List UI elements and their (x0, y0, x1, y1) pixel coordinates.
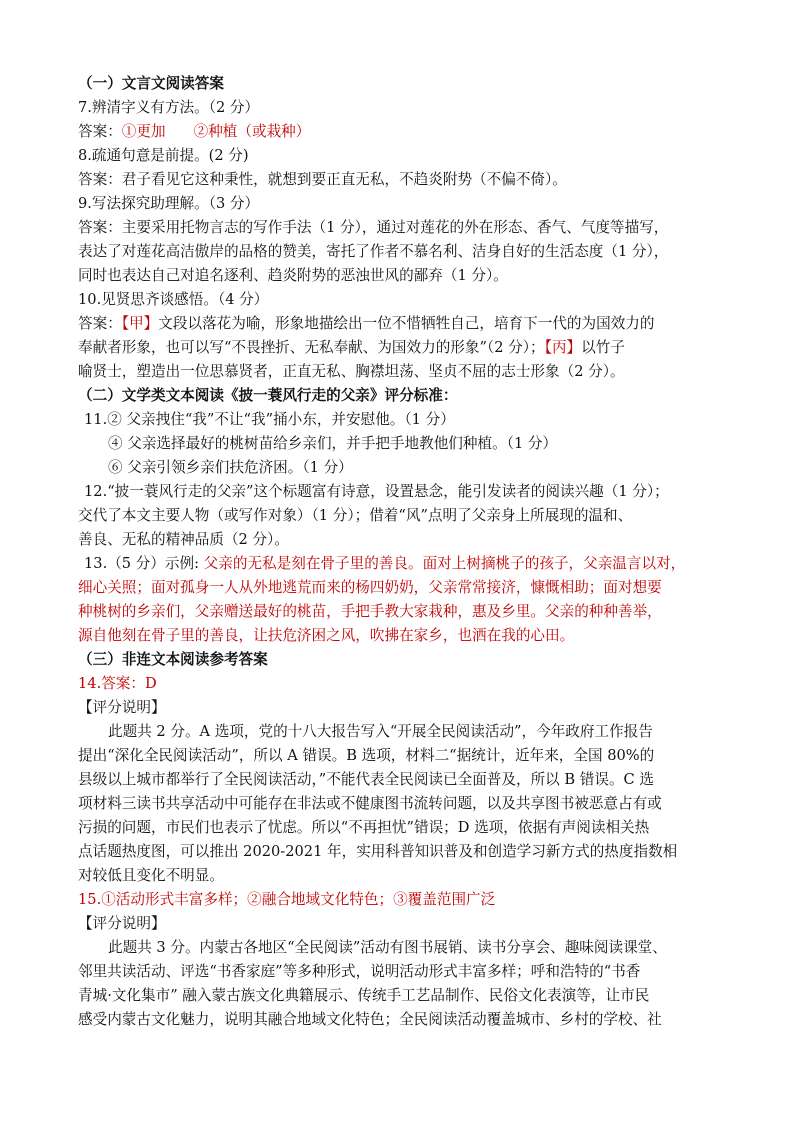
answer-13-prefix: 13.（5 分）示例: (84, 555, 204, 572)
answer-9-line-2: 表达了对莲花高洁傲岸的品格的赞美，寄托了作者不慕名利、洁身自好的生活态度（1 分）， (78, 243, 669, 260)
answer-13-line-4: 源自他刻在骨子里的善良，让扶危济困之风，吹拂在家乡，也洒在我的心田。 (78, 627, 575, 644)
question-8: 8.疏通句意是前提。(2 分) (78, 147, 249, 164)
eval-15-line-2: 邻里共读活动、评选“书香家庭”等多种形式，说明活动形式丰富多样；呼和浩特的“书香 (78, 963, 641, 980)
eval-14-line-1: 此题共 2 分。A 选项，党的十八大报告写入“开展全民阅读活动”，今年政府工作报告 (108, 723, 653, 740)
answer-13-line-1 (78, 552, 718, 576)
eval-14-line-2: 提出“深化全民阅读活动”，所以 A 错误。B 选项，材料二“据统计，近年来，全国 80%的 (78, 747, 655, 764)
answer-7 (78, 120, 718, 144)
answer-10-text-1: 文段以落花为喻，形象地描绘出一位不惜牺牲自己，培育下一代的为国效力的 (158, 315, 655, 332)
answer-10-text-3: 以竹子 (581, 339, 625, 356)
answer-9-line-3: 同时也表达自己对追名逐利、趋炎附势的恶浊世风的鄙弃（1 分）。 (78, 267, 508, 284)
answer-10-line-1 (78, 312, 718, 336)
answer-13-example-start: 父亲的无私是刻在骨子里的善良。面对上树摘桃子的孩子，父亲温言以对， (203, 555, 686, 572)
document-page (78, 72, 718, 1032)
eval-14-line-5: 污损的问题，市民们也表示了忧虑。所以“不再担忧”错误；D 选项，依据有声阅读相关热 (78, 819, 650, 836)
eval-14-line-7: 对较低且变化不明显。 (78, 867, 224, 884)
question-7: 7.辨清字义有方法。（2 分） (78, 99, 260, 116)
answer-15: 15.①活动形式丰富多样；②融合地域文化特色；③覆盖范围广泛 (78, 891, 496, 908)
question-10: 10.见贤思齐谈感悟。（4 分） (78, 291, 269, 308)
answer-label: 答案： (78, 315, 122, 332)
marker-bing: 【丙】 (544, 339, 582, 356)
section-heading-literary: （二）文学类文本阅读《披一蓑风行走的父亲》评分标准： (78, 387, 458, 404)
answer-10-line-3: 喻贤士，塑造出一位思慕贤者，正直无私、胸襟坦荡、坚贞不屈的志士形象（2 分）。 (78, 363, 625, 380)
answer-14: 14.答案：D (78, 675, 157, 692)
answer-10-line-2 (78, 336, 718, 360)
section-heading-classical: （一）文言文阅读答案 (78, 75, 224, 92)
evaluation-label: 【评分说明】 (78, 915, 166, 932)
answer-10-text-2: 奉献者形象，也可以写“不畏挫折、无私奉献、为国效力的形象”（2 分）； (78, 339, 545, 356)
eval-14-line-6: 点话题热度图，可以推出 2020-2021 年，实用科普知识普及和创造学习新方式的热度指数相 (78, 843, 678, 860)
answer-9-line-1: 答案：主要采用托物言志的写作手法（1 分），通过对莲花的外在形态、香气、气度等描写， (78, 219, 669, 236)
eval-15-line-3: 青城·文化集市” 融入蒙古族文化典籍展示、传统手工艺品制作、民俗文化表演等，让市民 (78, 987, 650, 1004)
answer-12-line-2: 交代了本文主要人物（或写作对象）（1 分）；借着“风”点明了父亲身上所展现的温和、 (78, 507, 633, 524)
answer-12-line-1: 12.“披一蓑风行走的父亲”这个标题富有诗意，设置悬念，能引发读者的阅读兴趣（1 分）； (84, 483, 669, 500)
eval-15-line-1: 此题共 3 分。内蒙古各地区“全民阅读”活动有图书展销、读书分享会、趣味阅读课堂、 (108, 939, 667, 956)
marker-jia: 【甲】 (121, 315, 159, 332)
answer-12-line-3: 善良、无私的精神品质（2 分）。 (78, 531, 289, 548)
answer-label: 答案： (78, 123, 122, 140)
evaluation-label: 【评分说明】 (78, 699, 166, 716)
answer-11-item-b: ④ 父亲选择最好的桃树苗给乡亲们，并手把手地教他们种植。（1 分） (108, 435, 558, 452)
section-heading-nonlinear: （三）非连文本阅读参考答案 (78, 651, 268, 668)
answer-13-line-2: 细心关照；面对孤身一人从外地逃荒而来的杨四奶奶，父亲常常接济，慷慨相助；面对想要 (78, 579, 662, 596)
answer-7-part-2: ②种植（或栽种） (193, 123, 311, 140)
answer-13-line-3: 种桃树的乡亲们，父亲赠送最好的桃苗，手把手教大家栽种，惠及乡里。父亲的种种善举， (78, 603, 662, 620)
answer-11-item-c: ⑥ 父亲引领乡亲们扶危济困。（1 分） (108, 459, 353, 476)
answer-8: 答案：君子看见它这种秉性，就想到要正直无私，不趋炎附势（不偏不倚）。 (78, 171, 567, 188)
eval-14-line-4: 项材料三读书共享活动中可能存在非法或不健康图书流转问题，以及共享图书被恶意占有或 (78, 795, 662, 812)
eval-15-line-4: 感受内蒙古文化魅力，说明其融合地域文化特色；全民阅读活动覆盖城市、乡村的学校、社 (78, 1011, 662, 1028)
answer-7-part-1: ①更加 (121, 123, 166, 140)
question-9: 9.写法探究助理解。（3 分） (78, 195, 260, 212)
eval-14-line-3: 县级以上城市都举行了全民阅读活动，”不能代表全民阅读已全面普及，所以 B 错误。C 选 (78, 771, 654, 788)
answer-11-item-a: 11.② 父亲拽住“我”不让“我”捅小东，并安慰他。（1 分） (84, 411, 455, 428)
